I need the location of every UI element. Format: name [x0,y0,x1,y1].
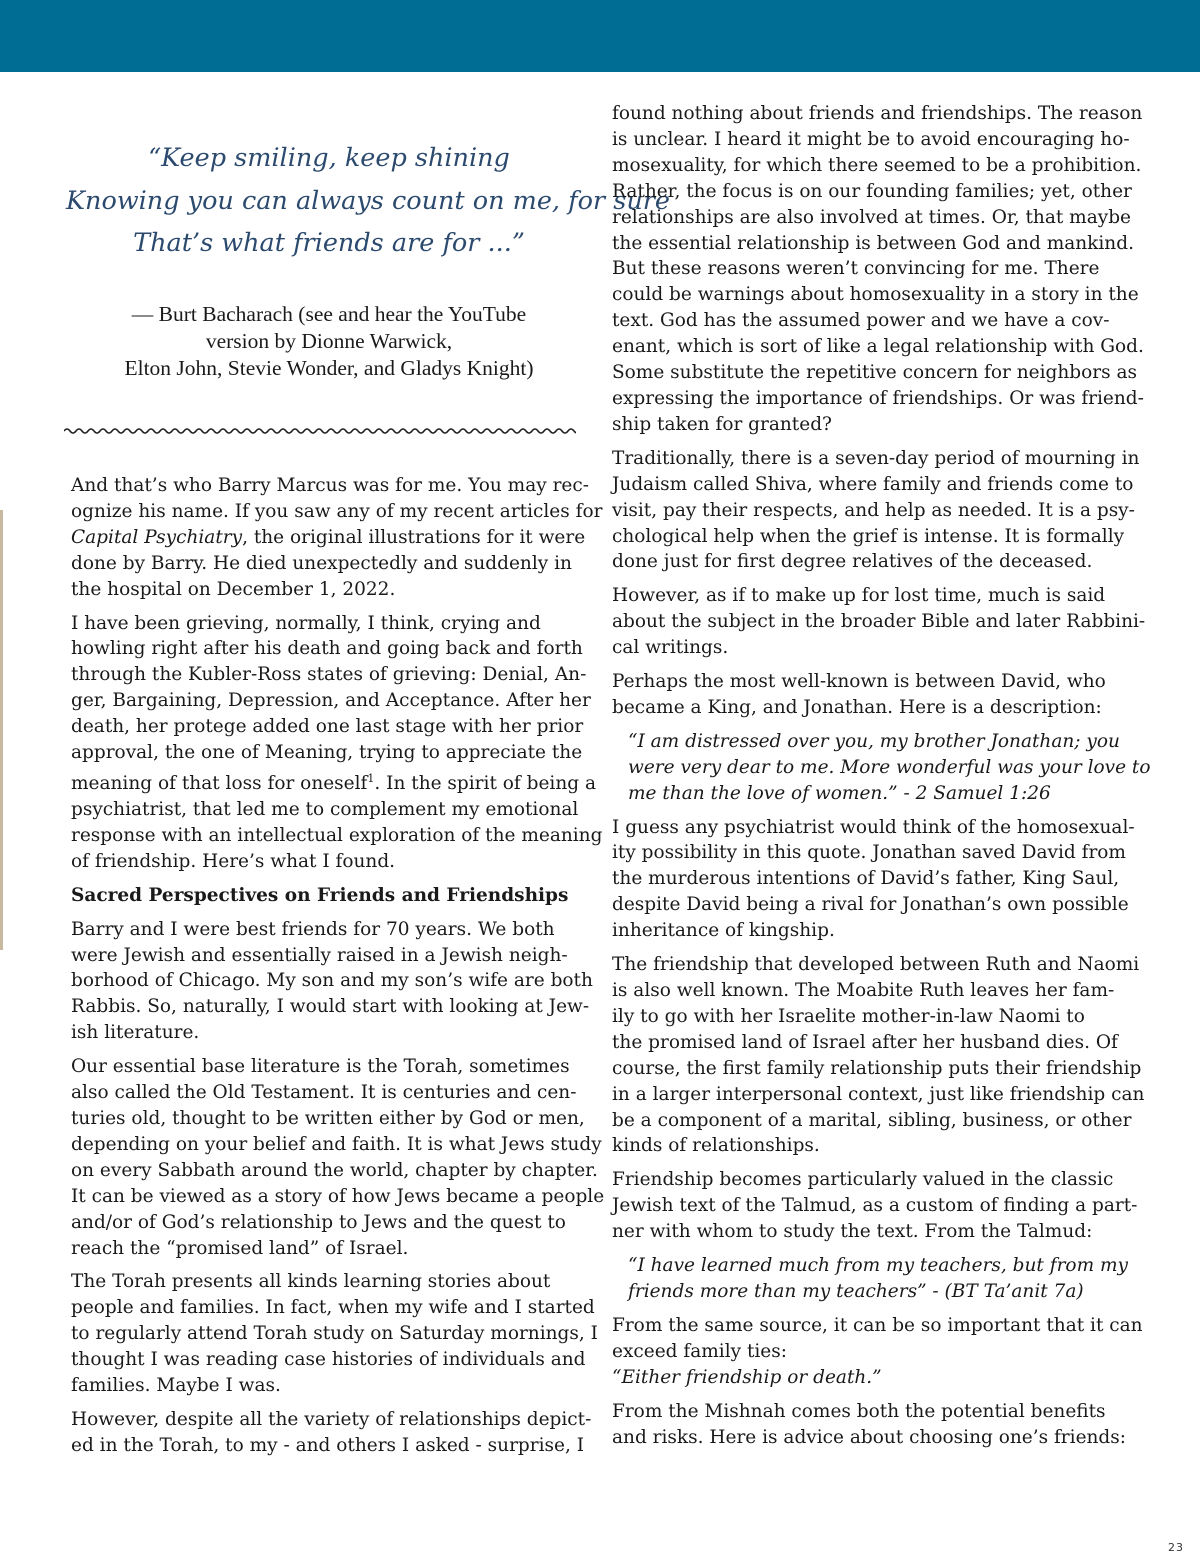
paragraph-mishnah: From the Mishnah comes both the potential benefits and risks. Here is advice about choosing one’s friends: [612,1400,1126,1448]
header-band [0,0,1200,72]
paragraph-grieving: I have been grieving, normally, I think, crying and howling right after his death and going back and forth through the Kubler-Ross states of grieving: Denial, An- ger, Bargaining, Depression, and Acceptance. After her death, her protege added one last stage with her prior approval, the one of Meaning, trying to appreciate the meaning of that loss for oneself$^1$. In the spirit of being a psychiatrist, that led me to complement my emotional response with an intellectual exploration of the meaning of friendship. Here’s what I found. [71,612,603,872]
quote-line-1: “Keep smiling, keep shining [148,143,510,173]
footnote-marker: 1 [367,771,375,785]
paragraph-best-friends: Barry and I were best friends for 70 years. We both were Jewish and essentially raised in a Jewish neigh- borhood of Chicago. My son and my son’s wife are both Rabbis. So, naturally, I would start with looking at Jew- ish literature. [71,918,593,1044]
quote-line-3: That’s what friends are for ...” [133,228,525,258]
page-number: 23 [1168,1541,1184,1554]
paragraph-lost-time: However, as if to make up for lost time, much is said about the subject in the broader Bible and later Rabbini- cal writings. [612,585,1146,659]
paragraph-nothing-found: found nothing about friends and friendships. The reason is unclear. I heard it might be to avoid encouraging ho- mosexuality, for which there seemed to be a prohibition. Rather, the focus is on our founding families; yet, other relationships are also involved at times. Or, that maybe the essential relationship is between God and mankind. But these reasons weren’t convincing for me. There could be warnings about homosexuality in a story in the text. God has the assumed power and we have a cov- enant, which is sort of like a legal relationship with God. Some substitute the repetitive concern for neighbors as expressing the importance of friendships. Or was friend- ship taken for granted? [612,103,1144,435]
friendship-or-death: “Either friendship or death.” [612,1366,882,1388]
right-column [612,101,1151,1458]
quote-line-2: Knowing you can always count on me, for sure [66,185,671,216]
paragraph-learning-stories: The Torah presents all kinds learning stories about people and families. In fact, when my wife and I started to regularly attend Torah study on Saturday mornings, I thought I was reading case histories of individuals and families. Maybe I was. [71,1271,598,1397]
paragraph-homosexuality: I guess any psychiatrist would think of the homosexual- ity possibility in this quote. Jonathan saved David from the murderous intentions of David’s father, King Saul, despite David being a rival for Jonathan’s own possible inheritance of kingship. [612,816,1135,942]
paragraph-intro: And that’s who Barry Marcus was for me. You may rec- ognize his name. If you saw any of my recent articles for Capital Psychiatry, the original illustrations for it were done by Barry. He died unexpectedly and suddenly in the hospital on December 1, 2022. [71,475,603,600]
attribution-line-2: version by Dionne Warwick, [205,329,453,353]
attribution-line-1: — Burt Bacharach (see and hear the YouTube [131,302,527,326]
paragraph-family-ties: From the same source, it can be so important that it can exceed family ties: “Either friendship or death.” [612,1313,1137,1391]
attribution-line-3: Elton John, Stevie Wonder, and Gladys Knight) [124,356,534,380]
paragraph-torah: Our essential base literature is the Torah, sometimes also called the Old Testament. It is centuries and cen- turies old, thought to be written either by God or men, depending on your belief and faith. It is what Jews study on every Sabbath around the world, chapter by chapter. It can be viewed as a story of how Jews became a people and/or of God’s relationship to Jews and the quest to reach the “promised land” of Israel. [71,1056,605,1259]
paragraph-ruth-naomi: The friendship that developed between Ruth and Naomi is also well known. The Moabite Ruth leaves her fam- ily to go with her Israelite mother-in-law Naomi to the promised land of Israel after her husband dies. Of course, the first family relationship puts their friendship in a larger interpersonal context, just like friendship can be a component of a marital, sibling, business, or other kinds of relationships. [612,954,1145,1157]
paragraph-talmud: Friendship becomes particularly valued in the classic Jewish text of the Talmud, as a custom of finding a part- ner with whom to study the text. From the Talmud: [612,1169,1138,1243]
paragraph-variety: However, despite all the variety of relationships depict- ed in the Torah, to my - and others I asked - surprise, I [71,1408,592,1456]
journal-title: Capital Psychiatry [71,526,243,548]
quote-talmud: “I have learned much from my teachers, but from my friends more than my teachers” - (BT Ta’anit 7a) [628,1255,1128,1302]
quote-samuel: “I am distressed over you, my brother Jonathan; you were very dear to me. More wonderful was your love to me than the love of women.” - 2 Samuel 1:26 [628,730,1151,804]
edge-strip [0,510,3,950]
epigraph-quote [66,137,671,265]
paragraph-david-jonathan: Perhaps the most well-known is between David, who became a King, and Jonathan. Here is a description: [612,671,1106,718]
left-column [71,473,605,1467]
section-heading: Sacred Perspectives on Friends and Friendships [71,884,569,906]
paragraph-shiva: Traditionally, there is a seven-day period of mourning in Judaism called Shiva, where family and friends come to visit, pay their respects, and help as needed. It is a psy- chological help when the grief is intense. It is formally done just for first degree relatives of the deceased. [612,447,1140,573]
wavy-divider [64,424,576,438]
epigraph-attribution [66,301,592,382]
